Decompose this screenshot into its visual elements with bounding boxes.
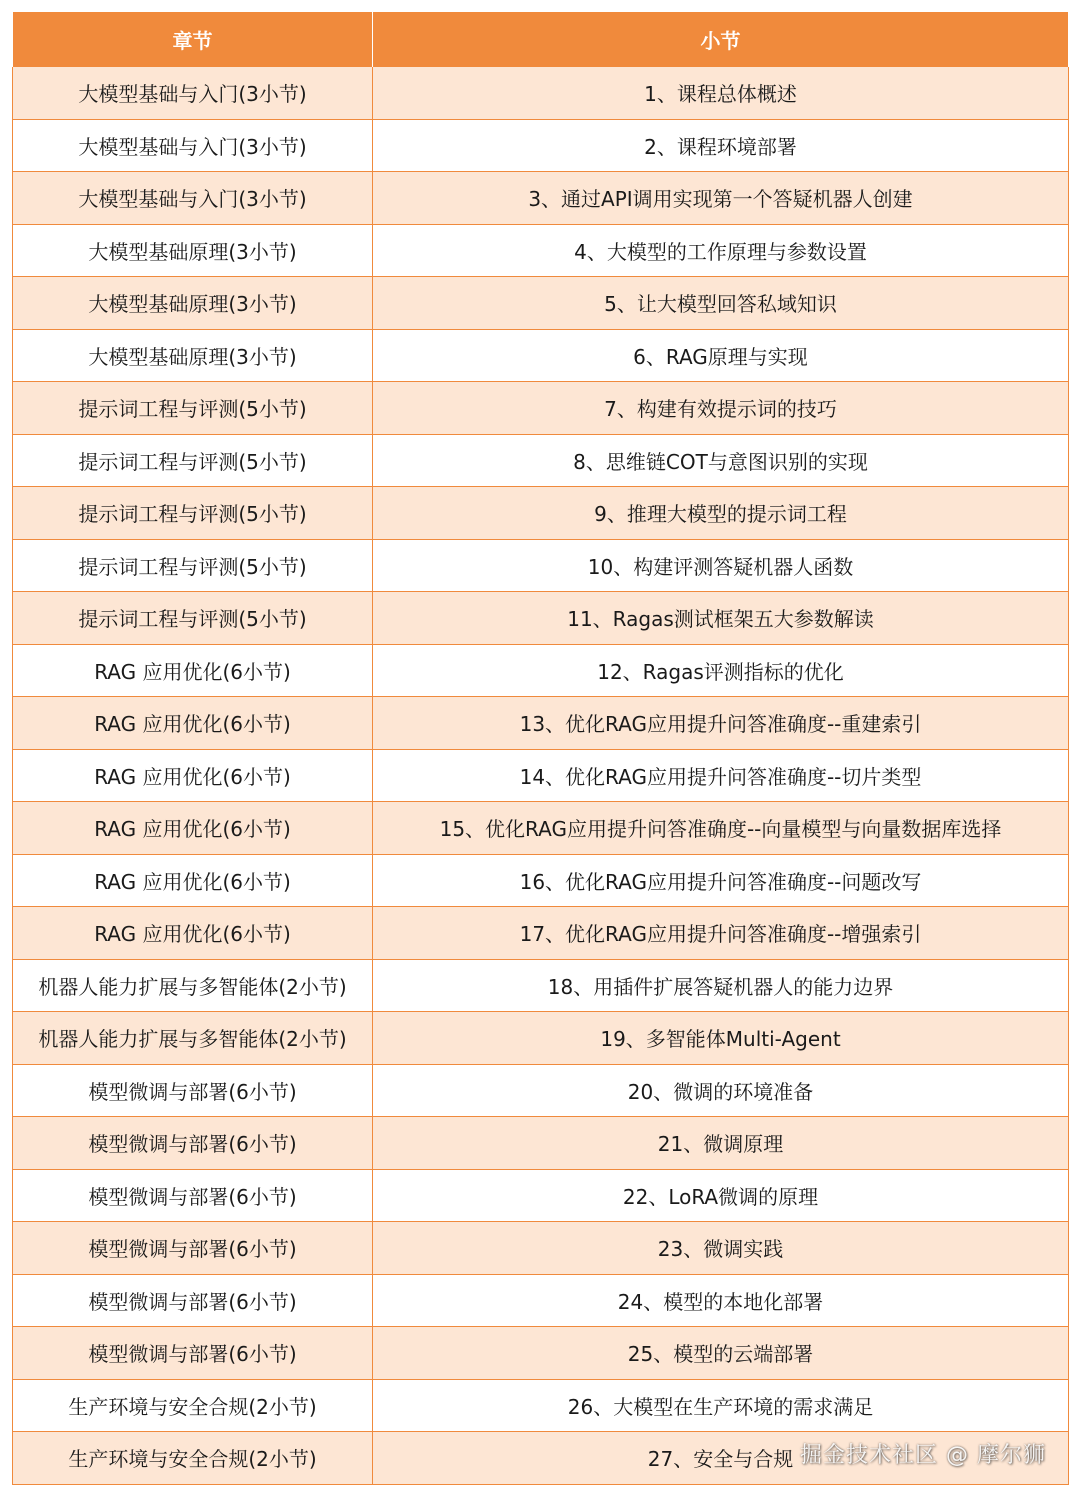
watermark: 掘金技术社区 @ 摩尔狮 — [800, 1443, 1046, 1468]
section-cell: 4、大模型的工作原理与参数设置 — [373, 224, 1069, 277]
table-row — [13, 1169, 1069, 1222]
chapter-cell: 模型微调与部署(6小节) — [13, 1222, 373, 1275]
table-row — [13, 854, 1069, 907]
section-cell: 18、用插件扩展答疑机器人的能力边界 — [373, 959, 1069, 1012]
chapter-cell: 提示词工程与评测(5小节) — [13, 487, 373, 540]
table-row — [13, 434, 1069, 487]
table-row — [13, 907, 1069, 960]
chapter-cell: RAG 应用优化(6小节) — [13, 749, 373, 802]
section-cell: 25、模型的云端部署 — [373, 1327, 1069, 1380]
section-cell: 12、Ragas评测指标的优化 — [373, 644, 1069, 697]
section-cell: 11、Ragas测试框架五大参数解读 — [373, 592, 1069, 645]
table-row — [13, 172, 1069, 225]
chapter-cell: RAG 应用优化(6小节) — [13, 697, 373, 750]
table-row — [13, 539, 1069, 592]
table-row — [13, 697, 1069, 750]
table-row — [13, 1012, 1069, 1065]
section-cell: 23、微调实践 — [373, 1222, 1069, 1275]
table-row — [13, 644, 1069, 697]
table-row — [13, 1064, 1069, 1117]
section-cell: 15、优化RAG应用提升问答准确度--向量模型与向量数据库选择 — [373, 802, 1069, 855]
table-header — [13, 12, 1069, 67]
header-section: 小节 — [373, 12, 1069, 67]
chapter-cell: 提示词工程与评测(5小节) — [13, 539, 373, 592]
section-cell: 19、多智能体Multi-Agent — [373, 1012, 1069, 1065]
chapter-cell: 模型微调与部署(6小节) — [13, 1274, 373, 1327]
chapter-cell: 生产环境与安全合规(2小节) — [13, 1432, 373, 1485]
section-cell: 10、构建评测答疑机器人函数 — [373, 539, 1069, 592]
table-row — [13, 802, 1069, 855]
chapter-cell: 提示词工程与评测(5小节) — [13, 592, 373, 645]
chapter-cell: 机器人能力扩展与多智能体(2小节) — [13, 1012, 373, 1065]
table-row — [13, 329, 1069, 382]
chapter-cell: 生产环境与安全合规(2小节) — [13, 1379, 373, 1432]
chapter-cell: 提示词工程与评测(5小节) — [13, 434, 373, 487]
chapter-cell: 大模型基础原理(3小节) — [13, 329, 373, 382]
table-row — [13, 1327, 1069, 1380]
section-cell: 2、课程环境部署 — [373, 119, 1069, 172]
chapter-cell: 模型微调与部署(6小节) — [13, 1064, 373, 1117]
table-body — [13, 67, 1069, 1485]
section-cell: 13、优化RAG应用提升问答准确度--重建索引 — [373, 697, 1069, 750]
chapter-cell: 大模型基础原理(3小节) — [13, 224, 373, 277]
section-cell: 8、思维链COT与意图识别的实现 — [373, 434, 1069, 487]
header-row — [13, 12, 1069, 67]
course-table — [12, 12, 1069, 1485]
section-cell: 7、构建有效提示词的技巧 — [373, 382, 1069, 435]
section-cell: 22、LoRA微调的原理 — [373, 1169, 1069, 1222]
table-row — [13, 1117, 1069, 1170]
table-row — [13, 277, 1069, 330]
section-cell: 24、模型的本地化部署 — [373, 1274, 1069, 1327]
chapter-cell: 提示词工程与评测(5小节) — [13, 382, 373, 435]
chapter-cell: 机器人能力扩展与多智能体(2小节) — [13, 959, 373, 1012]
course-table-container — [12, 12, 1068, 1485]
section-cell: 20、微调的环境准备 — [373, 1064, 1069, 1117]
section-cell: 16、优化RAG应用提升问答准确度--问题改写 — [373, 854, 1069, 907]
section-cell: 26、大模型在生产环境的需求满足 — [373, 1379, 1069, 1432]
header-chapter: 章节 — [13, 12, 373, 67]
section-cell: 6、RAG原理与实现 — [373, 329, 1069, 382]
table-row — [13, 1274, 1069, 1327]
chapter-cell: RAG 应用优化(6小节) — [13, 854, 373, 907]
section-cell: 1、课程总体概述 — [373, 67, 1069, 120]
section-cell: 21、微调原理 — [373, 1117, 1069, 1170]
table-row — [13, 959, 1069, 1012]
table-row — [13, 119, 1069, 172]
section-cell: 17、优化RAG应用提升问答准确度--增强索引 — [373, 907, 1069, 960]
chapter-cell: 大模型基础与入门(3小节) — [13, 172, 373, 225]
section-cell: 3、通过API调用实现第一个答疑机器人创建 — [373, 172, 1069, 225]
section-cell: 9、推理大模型的提示词工程 — [373, 487, 1069, 540]
section-cell: 27、安全与合规 — [373, 1432, 1069, 1485]
chapter-cell: 大模型基础与入门(3小节) — [13, 67, 373, 120]
chapter-cell: RAG 应用优化(6小节) — [13, 907, 373, 960]
table-row — [13, 749, 1069, 802]
chapter-cell: 大模型基础与入门(3小节) — [13, 119, 373, 172]
section-cell: 14、优化RAG应用提升问答准确度--切片类型 — [373, 749, 1069, 802]
table-row — [13, 592, 1069, 645]
chapter-cell: 模型微调与部署(6小节) — [13, 1327, 373, 1380]
table-row — [13, 487, 1069, 540]
chapter-cell: RAG 应用优化(6小节) — [13, 802, 373, 855]
table-row — [13, 382, 1069, 435]
section-cell: 5、让大模型回答私域知识 — [373, 277, 1069, 330]
table-row — [13, 1222, 1069, 1275]
chapter-cell: 模型微调与部署(6小节) — [13, 1117, 373, 1170]
chapter-cell: RAG 应用优化(6小节) — [13, 644, 373, 697]
chapter-cell: 模型微调与部署(6小节) — [13, 1169, 373, 1222]
table-row — [13, 1379, 1069, 1432]
table-row — [13, 67, 1069, 120]
table-row — [13, 224, 1069, 277]
chapter-cell: 大模型基础原理(3小节) — [13, 277, 373, 330]
